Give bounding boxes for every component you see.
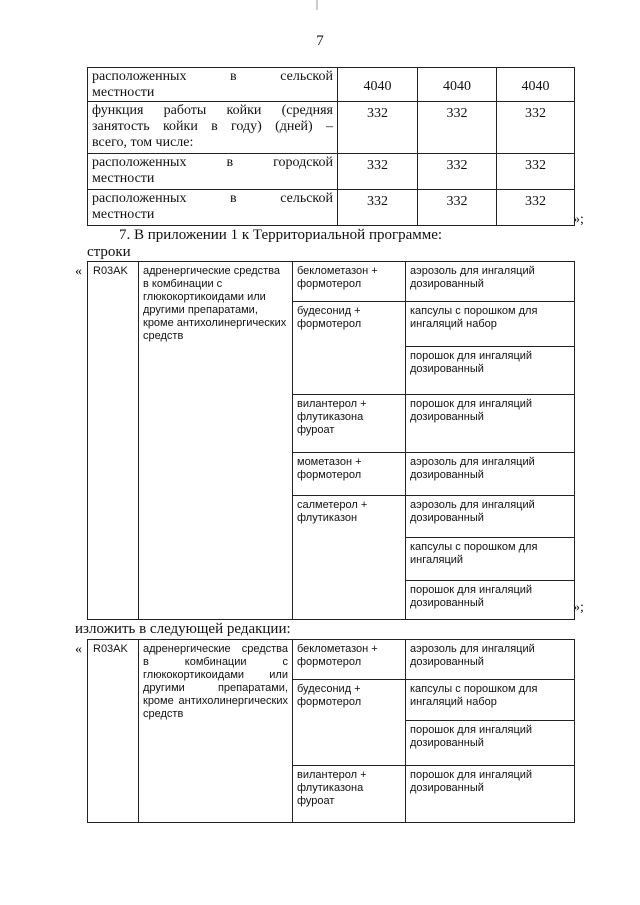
value-cell: 4040	[497, 68, 575, 102]
dosage-form: капсулы с порошком для ингаляций набор	[406, 302, 575, 347]
row-label: функция работы койки (средняя занятость койки в году) (дней) – всего, том числе:	[88, 102, 338, 154]
value-cell: 332	[418, 190, 497, 226]
row-label: расположенных в сельской местности	[88, 68, 338, 102]
table-row	[88, 190, 575, 226]
dosage-form: порошок для ингаляций дозированный	[406, 766, 575, 823]
stats-table	[87, 67, 575, 226]
drug-name: беклометазон + формотерол	[293, 262, 406, 302]
value-cell: 332	[418, 102, 497, 154]
paragraph-7: 7. В приложении 1 к Территориальной программе:	[119, 227, 443, 243]
dosage-form: аэрозоль для ингаляций дозированный	[406, 453, 575, 496]
value-cell: 332	[338, 190, 418, 226]
atc-code: R03AK	[88, 640, 139, 823]
old-drug-table	[87, 261, 575, 620]
closing-quote: »;	[573, 600, 584, 615]
dosage-form: аэрозоль для ингаляций дозированный	[406, 262, 575, 302]
value-cell: 332	[338, 102, 418, 154]
drug-group: адренергические средства в комбинации с глюкокортикоидами или другими препаратами, кроме антихолинергических средств	[139, 262, 293, 620]
drug-name: салметерол + флутиказон	[293, 496, 406, 620]
value-cell: 332	[338, 154, 418, 190]
value-cell: 332	[497, 102, 575, 154]
dosage-form: аэрозоль для ингаляций дозированный	[406, 496, 575, 538]
drug-name: вилантерол + флутиказона фуроат	[293, 766, 406, 823]
value-cell: 4040	[338, 68, 418, 102]
row-label: расположенных в городской местности	[88, 154, 338, 190]
page-number: 7	[316, 33, 324, 49]
replace-instruction: изложить в следующей редакции:	[75, 621, 291, 637]
table-row	[88, 68, 575, 102]
drug-name: вилантерол + флутиказона фуроат	[293, 395, 406, 453]
opening-quote: «	[75, 642, 82, 657]
dosage-form: капсулы с порошком для ингаляций	[406, 538, 575, 581]
value-cell: 4040	[418, 68, 497, 102]
value-cell: 332	[497, 190, 575, 226]
dosage-form: порошок для ингаляций дозированный	[406, 347, 575, 395]
drug-name: мометазон + формотерол	[293, 453, 406, 496]
closing-quote: »;	[573, 212, 584, 227]
drug-name: беклометазон + формотерол	[293, 640, 406, 680]
table-row	[88, 154, 575, 190]
drug-name: будесонид + формотерол	[293, 302, 406, 395]
value-cell: 332	[418, 154, 497, 190]
drug-group: адренергические средства в комбинации с глюкокортикоидами или другими препаратами, кроме антихолинергических средств	[139, 640, 293, 823]
table-row	[88, 102, 575, 154]
drug-name: будесонид + формотерол	[293, 680, 406, 766]
table-row	[88, 640, 575, 680]
value-cell: 332	[497, 154, 575, 190]
scan-mark	[316, 0, 318, 10]
dosage-form: аэрозоль для ингаляций дозированный	[406, 640, 575, 680]
table-row	[88, 262, 575, 302]
dosage-form: порошок для ингаляций дозированный	[406, 581, 575, 620]
dosage-form: капсулы с порошком для ингаляций набор	[406, 680, 575, 721]
opening-quote: «	[75, 264, 82, 279]
dosage-form: порошок для ингаляций дозированный	[406, 395, 575, 453]
dosage-form: порошок для ингаляций дозированный	[406, 721, 575, 766]
paragraph-7-word: строки	[87, 244, 131, 260]
row-label: расположенных в сельской местности	[88, 190, 338, 226]
atc-code: R03AK	[88, 262, 139, 620]
new-drug-table	[87, 639, 575, 823]
